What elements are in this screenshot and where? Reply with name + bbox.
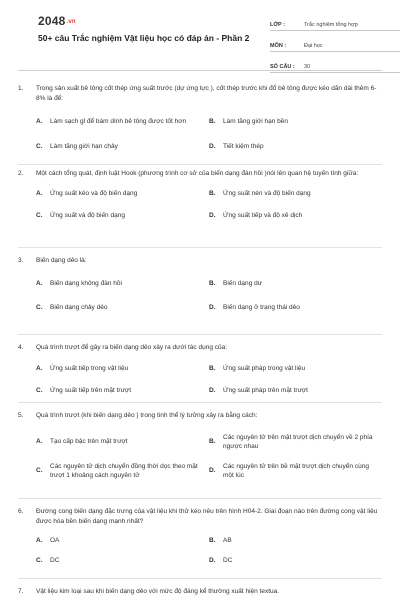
meta-row-subject: [270, 35, 400, 52]
meta-label: MÔN :: [270, 43, 287, 49]
option-c[interactable]: [36, 296, 209, 320]
option-b[interactable]: [209, 358, 382, 380]
question-number: 3.: [18, 257, 24, 264]
question-text: Trong sản xuất bê tông cốt thép ứng suất trước (dự ứng lực ), cốt thép trước khi đổ bê tông được kéo dãn dài thêm 6-8% là để:: [36, 85, 377, 102]
option-letter: A.: [36, 190, 43, 197]
question-stem: [18, 579, 382, 597]
option-letter: A.: [36, 536, 43, 544]
option-letter: D.: [209, 212, 216, 219]
option-text: Ứng suất pháp trong vật liệu: [223, 365, 306, 372]
option-text: Các nguyên tử trên bề mặt trượt dịch chuyển cùng một lúc: [223, 462, 369, 479]
question-stem: [18, 499, 382, 526]
option-a[interactable]: [36, 358, 209, 380]
meta-value: Trắc nghiệm tổng hợp: [304, 22, 358, 28]
question-item: [18, 403, 382, 499]
option-letter: C.: [36, 142, 43, 150]
option-letter: B.: [209, 117, 216, 125]
question-list: [18, 80, 382, 599]
question-number: 1.: [18, 85, 24, 92]
option-grid: [36, 421, 382, 486]
option-d[interactable]: [209, 205, 382, 227]
option-letter: A.: [36, 280, 43, 287]
option-text: Ứng suất pháp trên mặt trượt: [223, 387, 308, 394]
option-a[interactable]: [36, 272, 209, 296]
option-d[interactable]: [209, 550, 382, 570]
option-letter: A.: [36, 117, 43, 125]
option-text: Biến dạng không đàn hồi: [50, 280, 122, 287]
meta-row-class: [270, 14, 400, 31]
option-grid: [36, 353, 382, 402]
question-stem: [18, 80, 382, 103]
document-title: 50+ câu Trắc nghiệm Vật liệu học có đáp án - Phần 2: [38, 33, 250, 43]
option-text: Các nguyên tử trên mặt trượt dịch chuyển về 2 phía ngược nhau: [223, 433, 373, 450]
option-text: Làm tăng giới hạn bền: [223, 117, 288, 125]
option-grid: [36, 103, 382, 158]
option-letter: B.: [209, 280, 216, 287]
option-text: AB: [223, 536, 232, 544]
option-text: DC: [223, 556, 233, 564]
header-divider: [18, 70, 382, 71]
option-text: Biến dạng chảy dẻo: [50, 304, 108, 311]
option-letter: B.: [209, 365, 216, 372]
meta-value: 30: [304, 64, 311, 70]
question-number: 2.: [18, 170, 24, 177]
option-grid: [36, 179, 382, 227]
question-text: Quá trình trượt (khi biến dạng dẻo ) trong tinh thể lý tưởng xảy ra bằng cách:: [36, 412, 258, 419]
option-text: Ứng suất kéo và độ biến dạng: [50, 190, 138, 197]
option-c[interactable]: [36, 380, 209, 402]
option-letter: B.: [209, 190, 216, 197]
question-text: Biến dạng dẻo là:: [36, 257, 87, 264]
option-text: Ứng suất nén và độ biến dạng: [223, 190, 311, 197]
question-stem: [18, 165, 382, 179]
option-letter: C.: [36, 467, 43, 474]
meta-label: LỚP :: [270, 22, 285, 28]
option-text: Biến dạng dư: [223, 280, 263, 287]
option-c[interactable]: [36, 205, 209, 227]
option-grid: [36, 266, 382, 320]
option-text: Ứng suất và độ biến dạng: [50, 212, 125, 219]
option-a[interactable]: [36, 108, 209, 134]
option-d[interactable]: [209, 456, 382, 486]
question-number: 5.: [18, 412, 24, 419]
option-b[interactable]: [209, 108, 382, 134]
option-a[interactable]: [36, 428, 209, 456]
option-a[interactable]: [36, 530, 209, 550]
question-item: [18, 165, 382, 248]
option-d[interactable]: [209, 296, 382, 320]
question-stem: [18, 335, 382, 353]
option-letter: B.: [209, 438, 216, 445]
option-d[interactable]: [209, 134, 382, 158]
option-a[interactable]: [36, 183, 209, 205]
question-text: Đường cong biến dạng đặc trưng của vật liệu khi thử kéo nêu trên hình H04-2. Giai đoạn nào trên đường cong vật liệu được hóa bền biến dạng mạnh nhất?: [36, 508, 378, 525]
option-text: Ứng suất tiếp trên mặt trượt: [50, 387, 132, 394]
option-letter: A.: [36, 365, 43, 372]
option-letter: C.: [36, 387, 43, 394]
option-grid: [36, 526, 382, 570]
option-b[interactable]: [209, 272, 382, 296]
question-item: [18, 499, 382, 579]
logo-tld: .vn: [66, 18, 76, 25]
option-letter: C.: [36, 304, 43, 311]
option-text: Tiết kiệm thép: [223, 142, 264, 150]
document-header: [20, 0, 380, 68]
option-letter: B.: [209, 536, 216, 544]
meta-value: Đại học: [304, 43, 323, 49]
option-text: OA: [50, 536, 60, 544]
option-text: Các nguyên tử dịch chuyển đồng thời dọc theo mặt trượt 1 khoảng cách nguyên tử: [50, 462, 198, 479]
option-b[interactable]: [209, 183, 382, 205]
option-text: DC: [50, 556, 60, 564]
question-number: 4.: [18, 344, 24, 351]
logo-main: 2048: [38, 14, 66, 28]
meta-label: SỐ CÂU :: [270, 64, 295, 70]
option-c[interactable]: [36, 456, 209, 486]
option-letter: C.: [36, 212, 43, 219]
option-text: Làm sạch gỉ để bám dính bê tông được tốt hơn: [50, 117, 187, 125]
question-number: 6.: [18, 508, 24, 515]
question-item: [18, 335, 382, 403]
question-item: [18, 80, 382, 165]
option-letter: D.: [209, 304, 216, 311]
option-letter: D.: [209, 467, 216, 474]
option-text: Ứng suất tiếp trong vật liệu: [50, 365, 129, 372]
question-stem: [18, 248, 382, 266]
option-letter: D.: [209, 142, 216, 150]
question-item: [18, 248, 382, 335]
question-stem: [18, 403, 382, 421]
option-c[interactable]: [36, 550, 209, 570]
option-letter: A.: [36, 438, 43, 445]
question-text: Một cách tổng quát, định luật Hook (phương trình cơ sở của biến dạng đàn hồi )nói lên quan hệ tuyến tính giữa:: [36, 170, 359, 177]
question-text: Quá trình trượt để gây ra biến dạng dẻo xảy ra dưới tác dụng của:: [36, 344, 228, 351]
meta-table: [270, 14, 400, 73]
option-b[interactable]: [209, 530, 382, 550]
option-letter: D.: [209, 556, 216, 564]
site-logo[interactable]: [38, 14, 76, 28]
option-c[interactable]: [36, 134, 209, 158]
option-text: Biến dạng ở trạng thái dẻo: [223, 304, 300, 311]
option-text: Làm tăng giới hạn chảy: [50, 142, 118, 150]
question-text: Vật liệu kim loại sau khi biến dạng dẻo với mức độ đáng kể thường xuất hiện textua.: [36, 588, 280, 595]
option-letter: C.: [36, 556, 43, 564]
question-number: 7.: [18, 588, 24, 595]
question-item: [18, 579, 382, 599]
option-text: Ứng suất tiếp và độ xê dịch: [223, 212, 303, 219]
option-d[interactable]: [209, 380, 382, 402]
option-letter: D.: [209, 387, 216, 394]
option-text: Tạo cấp bậc trên mặt trượt: [50, 438, 128, 445]
option-b[interactable]: [209, 428, 382, 456]
